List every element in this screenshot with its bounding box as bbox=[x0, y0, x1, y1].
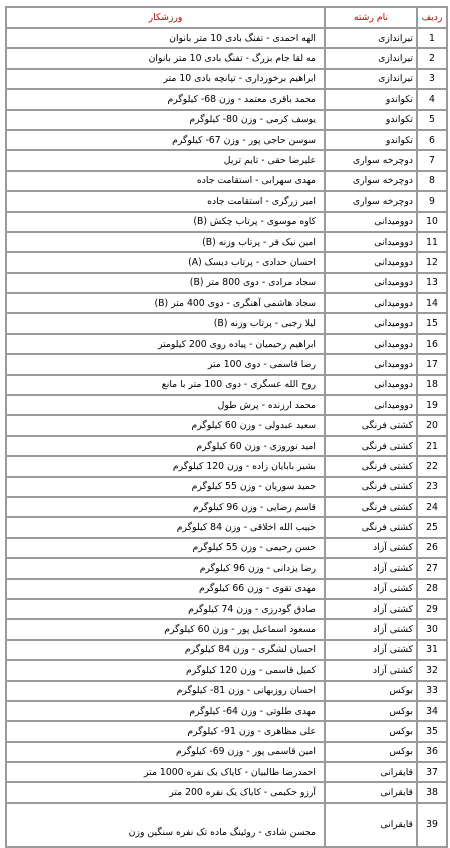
athlete-cell: مهدی طلوتی - وزن 64- کیلوگرم bbox=[6, 701, 325, 721]
row-number-cell: 20 bbox=[417, 415, 447, 435]
table-row bbox=[6, 517, 447, 537]
row-number-cell: 9 bbox=[417, 191, 447, 211]
athlete-cell: امید نوروزی - وزن 60 کیلوگرم bbox=[6, 436, 325, 456]
field-name-cell: کشتی آزاد bbox=[325, 558, 417, 578]
row-number-cell: 29 bbox=[417, 599, 447, 619]
row-number-cell: 35 bbox=[417, 721, 447, 741]
row-number-cell: 13 bbox=[417, 273, 447, 293]
field-name-cell: بوکس bbox=[325, 742, 417, 762]
athlete-cell: کاوه موسوی - پرتاب چکش (B) bbox=[6, 212, 325, 232]
field-name-cell: کشتی آزاد bbox=[325, 660, 417, 680]
field-name-cell: کشتی فرنگی bbox=[325, 436, 417, 456]
row-number-cell: 36 bbox=[417, 742, 447, 762]
field-name-cell: کشتی آزاد bbox=[325, 538, 417, 558]
row-number-cell: 21 bbox=[417, 436, 447, 456]
table-row bbox=[6, 415, 447, 435]
row-number-cell: 37 bbox=[417, 762, 447, 782]
table-row bbox=[6, 171, 447, 191]
row-number-cell: 14 bbox=[417, 293, 447, 313]
row-number-cell: 22 bbox=[417, 456, 447, 476]
row-number-cell: 24 bbox=[417, 497, 447, 517]
field-name-cell: دوومیدانی bbox=[325, 334, 417, 354]
field-name-cell: تیراندازی bbox=[325, 69, 417, 89]
athlete-cell: مسعود اسماعیل پور - وزن 60 کیلوگرم bbox=[6, 619, 325, 639]
table-row bbox=[6, 803, 447, 847]
table-row bbox=[6, 681, 447, 701]
row-number-cell: 19 bbox=[417, 395, 447, 415]
table-row bbox=[6, 89, 447, 109]
row-number-cell: 17 bbox=[417, 354, 447, 374]
row-number-cell: 34 bbox=[417, 701, 447, 721]
table-row bbox=[6, 436, 447, 456]
row-number-cell: 32 bbox=[417, 660, 447, 680]
athlete-cell: احسان لشگری - وزن 84 کیلوگرم bbox=[6, 640, 325, 660]
table-row bbox=[6, 130, 447, 150]
header-athlete: ورزشکار bbox=[6, 7, 325, 28]
table-row bbox=[6, 334, 447, 354]
athlete-cell: لیلا رجبی - پرتاب وزنه (B) bbox=[6, 313, 325, 333]
table-row bbox=[6, 660, 447, 680]
table-row bbox=[6, 619, 447, 639]
athlete-cell: مهدی تقوی - وزن 66 کیلوگرم bbox=[6, 579, 325, 599]
athlete-cell: رضا قاسمی - دوی 100 متر bbox=[6, 354, 325, 374]
row-number-cell: 15 bbox=[417, 313, 447, 333]
field-name-cell: کشتی آزاد bbox=[325, 619, 417, 639]
athlete-cell: سوسن حاجی پور - وزن 67- کیلوگرم bbox=[6, 130, 325, 150]
table-row bbox=[6, 293, 447, 313]
field-name-cell: قایقرانی bbox=[325, 782, 417, 802]
table-row bbox=[6, 232, 447, 252]
table-row bbox=[6, 191, 447, 211]
table-row bbox=[6, 150, 447, 170]
table-row bbox=[6, 212, 447, 232]
table-body bbox=[6, 28, 447, 847]
table-row bbox=[6, 477, 447, 497]
field-name-cell: کشتی آزاد bbox=[325, 599, 417, 619]
field-name-cell: دوومیدانی bbox=[325, 273, 417, 293]
athlete-cell: امیر زرگری - استقامت جاده bbox=[6, 191, 325, 211]
field-name-cell: دوومیدانی bbox=[325, 252, 417, 272]
athletes-table bbox=[5, 6, 448, 848]
table-row bbox=[6, 742, 447, 762]
athlete-cell: آرزو حکیمی - کایاک یک نفره 200 متر bbox=[6, 782, 325, 802]
row-number-cell: 12 bbox=[417, 252, 447, 272]
athlete-cell: محمد باقری معتمد - وزن 68- کیلوگرم bbox=[6, 89, 325, 109]
athlete-cell: سجاد هاشمی آهنگری - دوی 400 متر (B) bbox=[6, 293, 325, 313]
row-number-cell: 10 bbox=[417, 212, 447, 232]
olympic-athletes-table-container bbox=[5, 6, 446, 848]
athlete-cell: بشیر بابایان زاده - وزن 120 کیلوگرم bbox=[6, 456, 325, 476]
athlete-cell: محمد ارزنده - پرش طول bbox=[6, 395, 325, 415]
table-row bbox=[6, 395, 447, 415]
table-row bbox=[6, 28, 447, 48]
field-name-cell: دوومیدانی bbox=[325, 293, 417, 313]
athlete-cell: حسن رحیمی - وزن 55 کیلوگرم bbox=[6, 538, 325, 558]
athlete-cell: احسان روزبهانی - وزن 81- کیلوگرم bbox=[6, 681, 325, 701]
field-name-cell: دوومیدانی bbox=[325, 375, 417, 395]
row-number-cell: 23 bbox=[417, 477, 447, 497]
athlete-cell: سجاد مرادی - دوی 800 متر (B) bbox=[6, 273, 325, 293]
table-row bbox=[6, 599, 447, 619]
athlete-cell: یوسف کرمی - وزن 80- کیلوگرم bbox=[6, 110, 325, 130]
field-name-cell: تیراندازی bbox=[325, 48, 417, 68]
table-row bbox=[6, 375, 447, 395]
athlete-cell: ابراهیم رحیمیان - پیاده روی 200 کیلومتر bbox=[6, 334, 325, 354]
athlete-cell: رضا یزدانی - وزن 96 کیلوگرم bbox=[6, 558, 325, 578]
athlete-cell: امین قاسمی پور - وزن 69- کیلوگرم bbox=[6, 742, 325, 762]
table-row bbox=[6, 701, 447, 721]
athlete-cell: کمیل قاسمی - وزن 120 کیلوگرم bbox=[6, 660, 325, 680]
field-name-cell: دوومیدانی bbox=[325, 354, 417, 374]
field-name-cell: دوومیدانی bbox=[325, 232, 417, 252]
table-row bbox=[6, 48, 447, 68]
row-number-cell: 8 bbox=[417, 171, 447, 191]
table-row bbox=[6, 313, 447, 333]
row-number-cell: 25 bbox=[417, 517, 447, 537]
field-name-cell: دوچرخه سواری bbox=[325, 191, 417, 211]
row-number-cell: 38 bbox=[417, 782, 447, 802]
athlete-cell: مه لقا جام بزرگ - تفنگ بادی 10 متر بانوان bbox=[6, 48, 325, 68]
athlete-cell: قاسم رضایی - وزن 96 کیلوگرم bbox=[6, 497, 325, 517]
row-number-cell: 30 bbox=[417, 619, 447, 639]
row-number-cell: 11 bbox=[417, 232, 447, 252]
table-row bbox=[6, 69, 447, 89]
header-field-name: نام رشته bbox=[325, 7, 417, 28]
athlete-cell: روح الله عسگری - دوی 100 متر با مانع bbox=[6, 375, 325, 395]
field-name-cell: کشتی فرنگی bbox=[325, 415, 417, 435]
row-number-cell: 18 bbox=[417, 375, 447, 395]
field-name-cell: کشتی فرنگی bbox=[325, 456, 417, 476]
header-row-number: ردیف bbox=[417, 7, 447, 28]
athlete-cell: صادق گودرزی - وزن 74 کیلوگرم bbox=[6, 599, 325, 619]
athlete-cell: علی مظاهری - وزن 91- کیلوگرم bbox=[6, 721, 325, 741]
field-name-cell: بوکس bbox=[325, 681, 417, 701]
field-name-cell: تکواندو bbox=[325, 110, 417, 130]
athlete-cell: الهه احمدی - تفنگ بادی 10 متر بانوان bbox=[6, 28, 325, 48]
field-name-cell: کشتی آزاد bbox=[325, 579, 417, 599]
table-row bbox=[6, 782, 447, 802]
field-name-cell: کشتی فرنگی bbox=[325, 517, 417, 537]
field-name-cell: دوچرخه سواری bbox=[325, 150, 417, 170]
table-row bbox=[6, 721, 447, 741]
row-number-cell: 2 bbox=[417, 48, 447, 68]
row-number-cell: 31 bbox=[417, 640, 447, 660]
table-row bbox=[6, 640, 447, 660]
field-name-cell: دوچرخه سواری bbox=[325, 171, 417, 191]
row-number-cell: 33 bbox=[417, 681, 447, 701]
athlete-cell: حبیب الله اخلاقی - وزن 84 کیلوگرم bbox=[6, 517, 325, 537]
row-number-cell: 26 bbox=[417, 538, 447, 558]
table-row bbox=[6, 252, 447, 272]
table-row bbox=[6, 110, 447, 130]
field-name-cell: دوومیدانی bbox=[325, 395, 417, 415]
table-row bbox=[6, 538, 447, 558]
field-name-cell: تکواندو bbox=[325, 130, 417, 150]
row-number-cell: 27 bbox=[417, 558, 447, 578]
athlete-cell: علیرضا حقی - تایم تریل bbox=[6, 150, 325, 170]
row-number-cell: 3 bbox=[417, 69, 447, 89]
athlete-cell: احمدرضا طالبیان - کایاک یک نفره 1000 متر bbox=[6, 762, 325, 782]
table-row bbox=[6, 456, 447, 476]
row-number-cell: 16 bbox=[417, 334, 447, 354]
athlete-cell: ابراهیم برخورداری - تپانچه بادی 10 متر bbox=[6, 69, 325, 89]
table-row bbox=[6, 762, 447, 782]
field-name-cell: دوومیدانی bbox=[325, 212, 417, 232]
field-name-cell: کشتی فرنگی bbox=[325, 477, 417, 497]
row-number-cell: 5 bbox=[417, 110, 447, 130]
field-name-cell: قایقرانی bbox=[325, 803, 417, 847]
row-number-cell: 4 bbox=[417, 89, 447, 109]
field-name-cell: تیراندازی bbox=[325, 28, 417, 48]
table-row bbox=[6, 558, 447, 578]
field-name-cell: قایقرانی bbox=[325, 762, 417, 782]
field-name-cell: کشتی فرنگی bbox=[325, 497, 417, 517]
row-number-cell: 1 bbox=[417, 28, 447, 48]
row-number-cell: 7 bbox=[417, 150, 447, 170]
athlete-cell: محسن شادی - روئینگ ماده تک نفره سنگین وزن bbox=[6, 803, 325, 847]
table-row bbox=[6, 497, 447, 517]
field-name-cell: بوکس bbox=[325, 701, 417, 721]
table-header-row bbox=[6, 7, 447, 28]
table-row bbox=[6, 579, 447, 599]
table-row bbox=[6, 354, 447, 374]
field-name-cell: بوکس bbox=[325, 721, 417, 741]
athlete-cell: مهدی سهرابی - استقامت جاده bbox=[6, 171, 325, 191]
table-row bbox=[6, 273, 447, 293]
athlete-cell: حمید سوریان - وزن 55 کیلوگرم bbox=[6, 477, 325, 497]
athlete-cell: احسان حدادی - پرتاب دیسک (A) bbox=[6, 252, 325, 272]
field-name-cell: دوومیدانی bbox=[325, 313, 417, 333]
field-name-cell: کشتی آزاد bbox=[325, 640, 417, 660]
row-number-cell: 39 bbox=[417, 803, 447, 847]
field-name-cell: تکواندو bbox=[325, 89, 417, 109]
row-number-cell: 28 bbox=[417, 579, 447, 599]
row-number-cell: 6 bbox=[417, 130, 447, 150]
athlete-cell: امین نیک فر - پرتاب وزنه (B) bbox=[6, 232, 325, 252]
athlete-cell: سعید عبدولی - وزن 60 کیلوگرم bbox=[6, 415, 325, 435]
